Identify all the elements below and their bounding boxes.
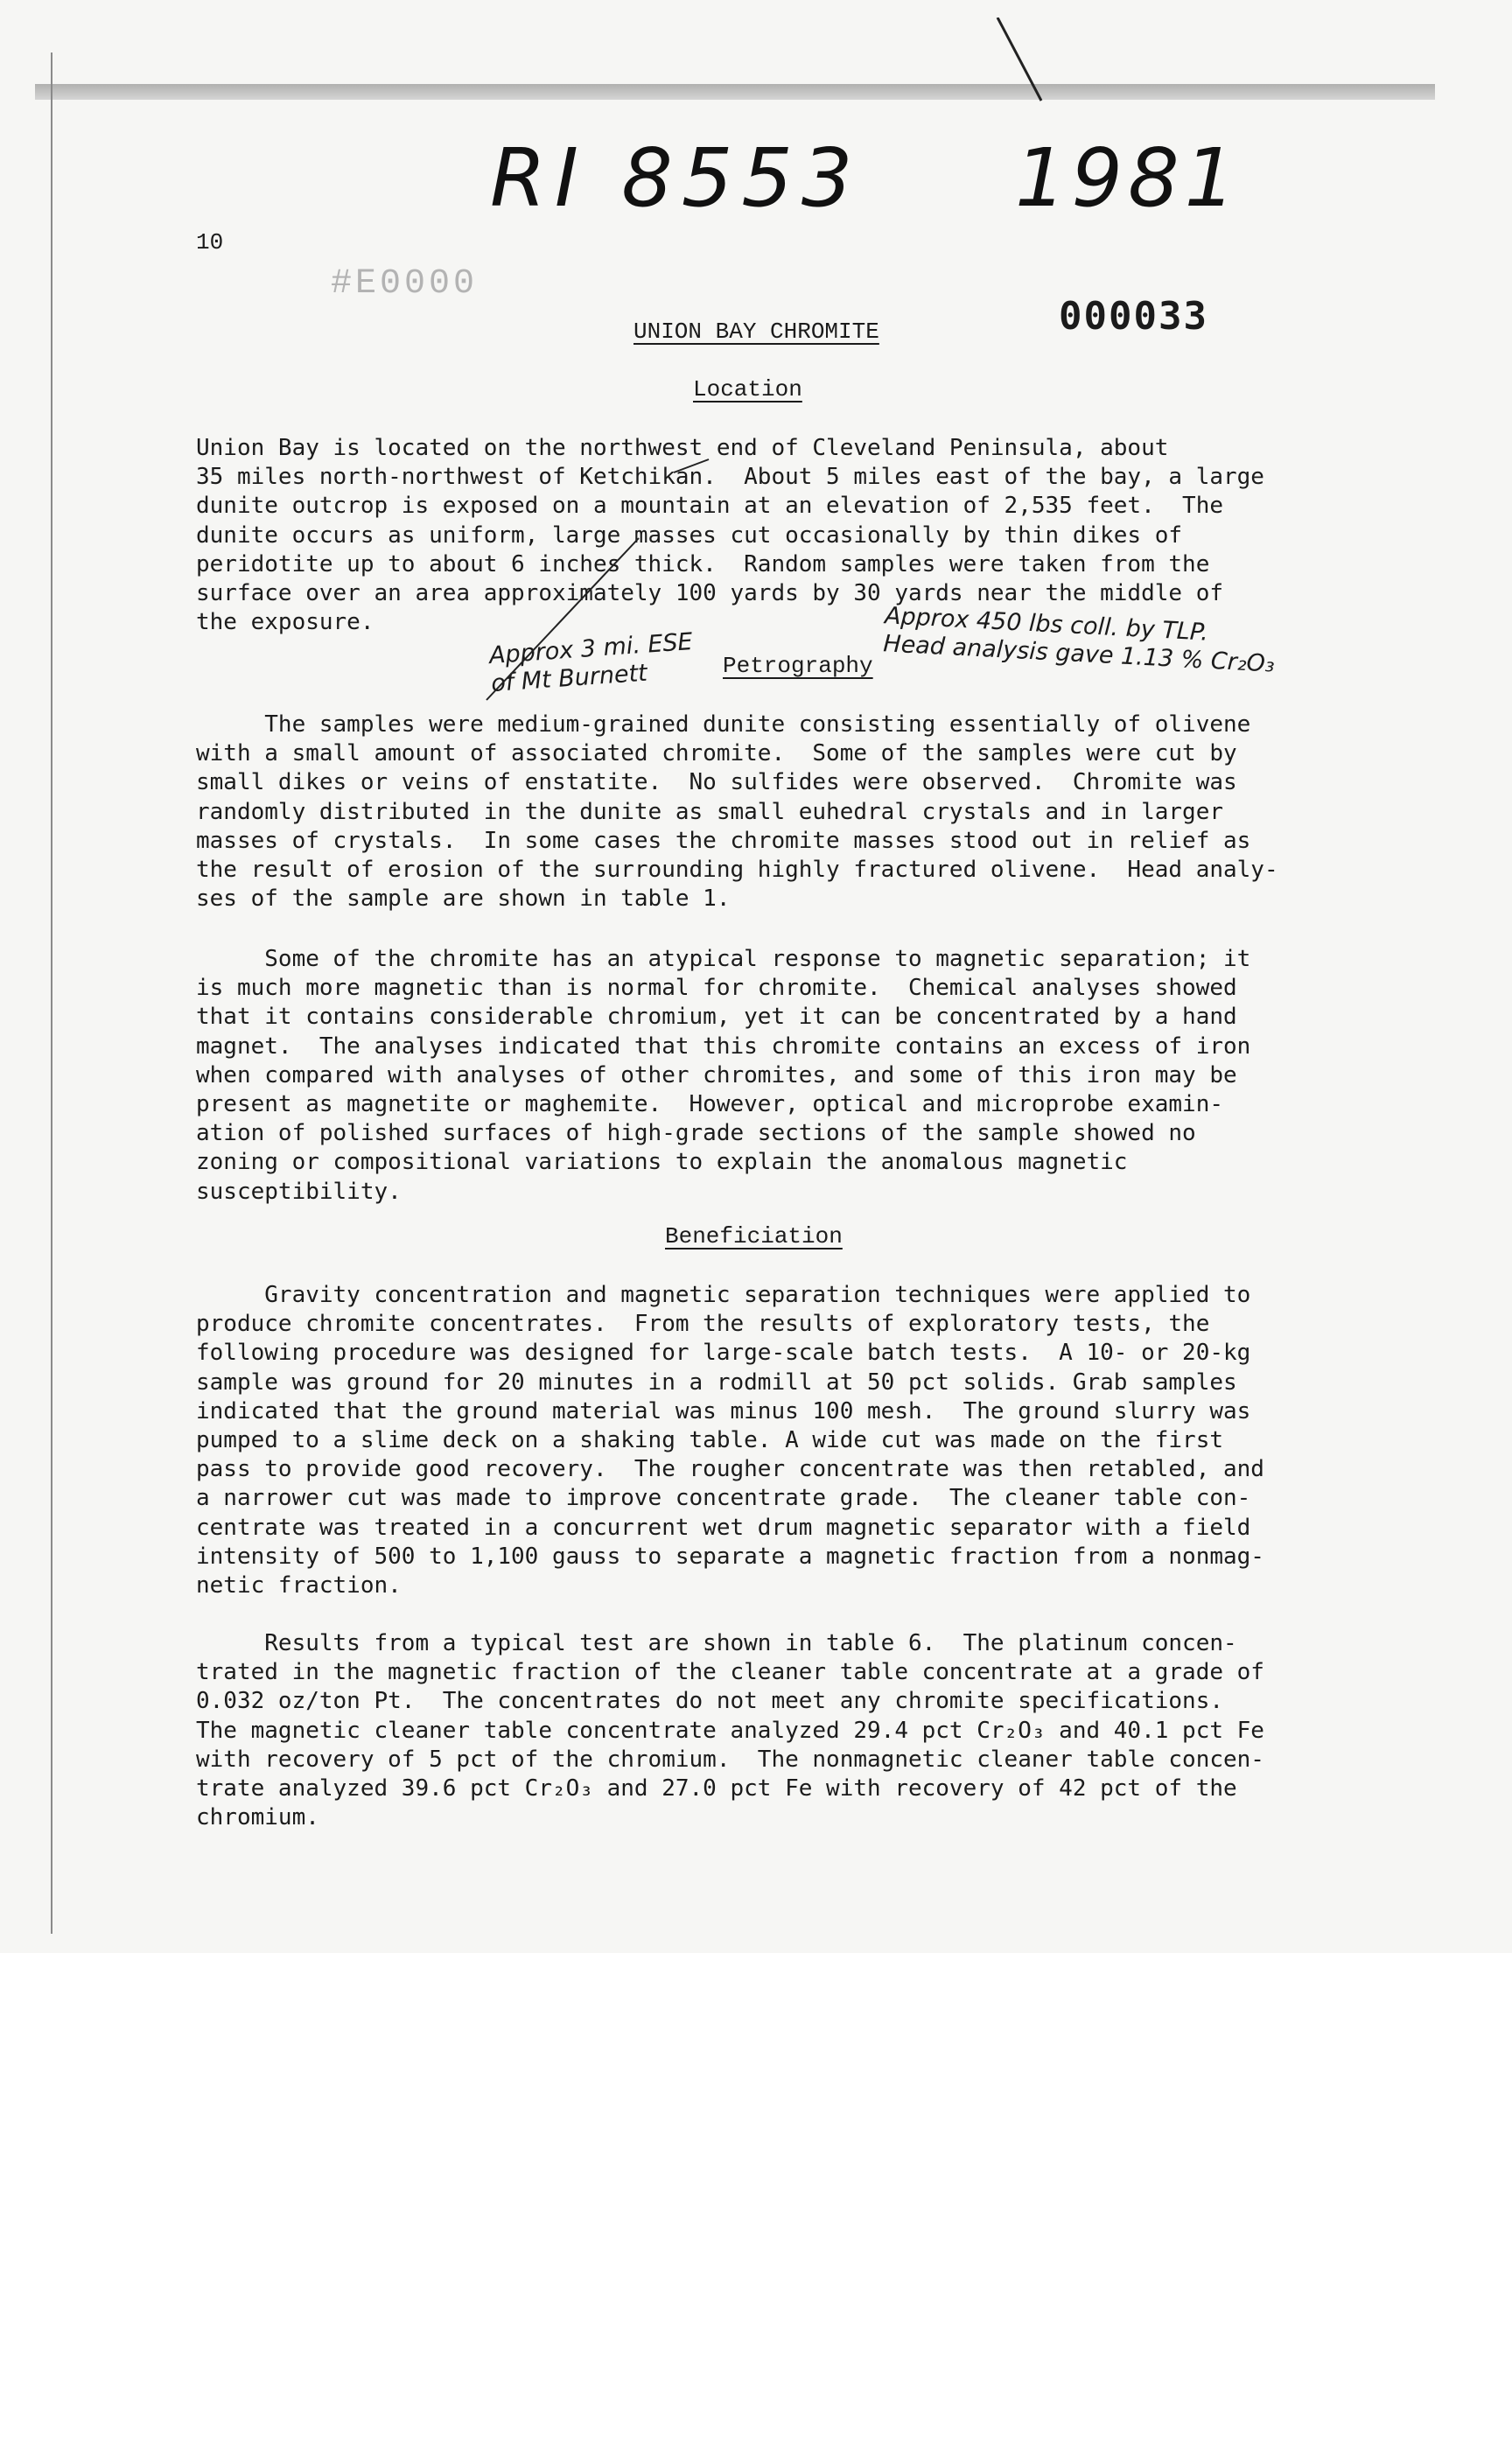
pen-stroke-pointer bbox=[486, 538, 639, 700]
faint-stamp: #E0000 bbox=[331, 264, 479, 304]
paragraph-beneficiation-1: Gravity concentration and magnetic separation techniques were applied to produce chromite concentrates. From the results of exploratory tests, the following procedure was designed for large-scale batch tests. A 10- or 20-kg sample was ground for 20 minutes in a rodmill at 50 pct solids. Grab samples indicated that the ground material was minus 100 mesh. The ground slurry was pumped to a slime deck on a shaking table. A wide cut was made on the first pass to provide good recovery. The rougher concentrate was then retabled, and a narrower cut was made to improve concentrate grade. The cleaner table con- centrate was treated in a concurrent wet drum magnetic separator with a field intensity of 500 to 1,100 gauss to separate a magnetic fraction from a nonmag- netic fraction. bbox=[196, 1282, 1264, 1600]
paragraph-petrography-1: The samples were medium-grained dunite consisting essentially of olivene with a small amount of associated chromite. Some of the samples were cut by small dikes or veins of enstatite. No sulfides were observed. Chromite was randomly distributed in the dunite as small euhedral crystals and in larger masses of crystals. In some cases the chromite masses stood out in relief as the result of erosion of the surrounding highly fractured olivene. Head analy- ses of the sample are shown in table 1. bbox=[196, 711, 1278, 913]
heading-location: Location bbox=[693, 376, 802, 402]
serial-stamp: 000033 bbox=[1059, 294, 1208, 339]
heading-petrography: Petrography bbox=[723, 653, 873, 679]
pen-stroke-underline bbox=[674, 459, 709, 472]
paragraph-beneficiation-2: Results from a typical test are shown in table 6. The platinum concen- trated in the magnetic fraction of the cleaner table concentrate at a grade of 0.032 oz/ton Pt. The concentrates do not meet any chromite specifications. The magnetic cleaner table concentrate analyzed 29.4 pct Cr₂O₃ and 40.1 pct Fe with recovery of 5 pct of the chromium. The nonmagnetic cleaner table concen- trate analyzed 39.6 pct Cr₂O₃ and 27.0 pct Fe with recovery of 42 pct of the chromium. bbox=[196, 1630, 1264, 1831]
paragraph-location: Union Bay is located on the northwest end of Cleveland Peninsula, about 35 miles north-northwest of Ketchikan. About 5 miles east of the bay, a large dunite outcrop is exposed on a mountain at an elevation of 2,535 feet. The dunite occurs as uniform, large masses cut occasionally by thin dikes of peridotite up to about 6 inches thick. Random samples were taken from the surface over an area approximately 100 yards by 30 yards near the middle of the exposure. bbox=[196, 435, 1264, 636]
handwritten-report-id: RI 8553 bbox=[490, 131, 862, 225]
handwritten-note-location: Approx 3 mi. ESE of Mt Burnett bbox=[488, 627, 694, 698]
heading-beneficiation: Beneficiation bbox=[665, 1223, 843, 1250]
handwritten-note-sample: Approx 450 lbs coll. by TLP. Head analysis gave 1.13 % Cr₂O₃ bbox=[882, 602, 1276, 678]
page-number: 10 bbox=[196, 229, 224, 256]
document-title: UNION BAY CHROMITE bbox=[634, 318, 879, 345]
paragraph-petrography-2: Some of the chromite has an atypical response to magnetic separation; it is much more magnetic than is normal for chromite. Chemical analyses showed that it contains considerable chromium, yet it can be concentrated by a hand magnet. The analyses indicated that this chromite contains an excess of iron when compared with analyses of other chromites, and some of this iron may be present as magnetite or maghemite. However, optical and microprobe examin- ation of polished surfaces of high-grade sections of the sample showed no zoning or compositional variations to explain the anomalous magnetic susceptibility. bbox=[196, 946, 1251, 1205]
handwritten-year: 1981 bbox=[1015, 131, 1242, 225]
